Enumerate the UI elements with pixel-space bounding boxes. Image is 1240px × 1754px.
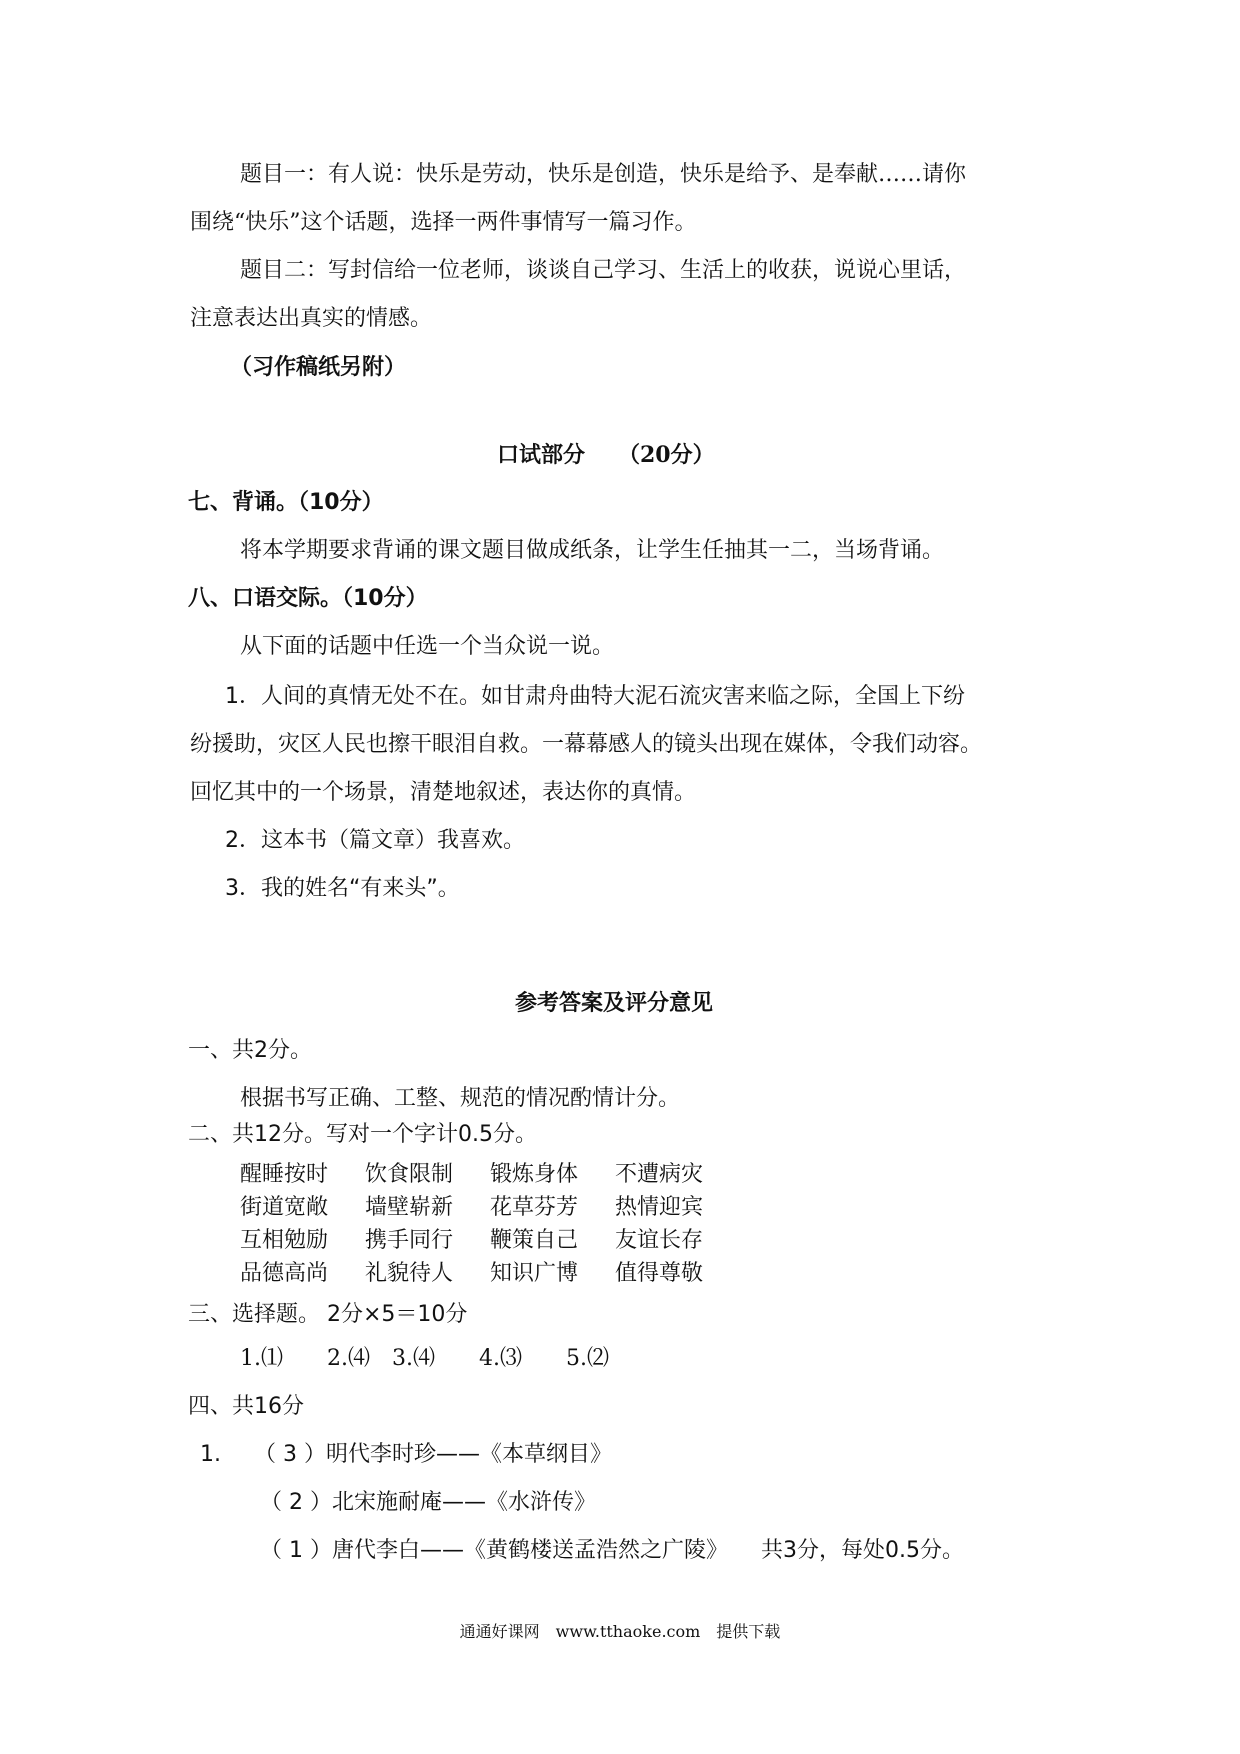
word-cell: 值得尊敬 (615, 1261, 704, 1286)
answer-4-title: 四、共16分 (188, 1394, 304, 1419)
word-row (240, 1191, 740, 1224)
word-cell: 友谊长存 (615, 1228, 704, 1253)
section-8-intro: 从下面的话题中任选一个当众说一说。 (240, 634, 615, 659)
section-8-item3: 3．我的姓名“有来头”。 (225, 876, 460, 901)
answer-3-title: 三、选择题。 2分×5＝10分 (188, 1302, 468, 1327)
composition-note: （习作稿纸另附） (230, 354, 407, 380)
section-8-item1-line3: 回忆其中的一个场景，清楚地叙述，表达你的真情。 (190, 780, 697, 805)
answer-2-word-grid (240, 1158, 740, 1290)
answer-4-item1: 1. （ 3 ）明代李时珍——《本草纲目》 (200, 1442, 612, 1467)
word-cell: 锻炼身体 (490, 1162, 579, 1187)
word-cell: 携手同行 (365, 1228, 454, 1253)
section-7-text: 将本学期要求背诵的课文题目做成纸条，让学生任抽其一二，当场背诵。 (240, 538, 945, 563)
answer-4-item2: （ 2 ）北宋施耐庵——《水浒传》 (260, 1490, 596, 1515)
word-cell: 互相勉励 (240, 1228, 329, 1253)
topic2-line2: 注意表达出真实的情感。 (190, 306, 433, 331)
section-7-title: 七、背诵。（10分） (188, 490, 384, 515)
word-cell: 墙壁崭新 (365, 1195, 454, 1220)
word-cell: 饮食限制 (365, 1162, 454, 1187)
word-cell: 礼貌待人 (365, 1261, 454, 1286)
word-cell: 醒睡按时 (240, 1162, 329, 1187)
section-8-item1-line2: 纷援助，灾区人民也擦干眼泪自救。一幕幕感人的镜头出现在媒体，令我们动容。 (190, 732, 983, 757)
word-row (240, 1158, 740, 1191)
answer-3-text: 1.⑴ 2.⑷ 3.⑷ 4.⑶ 5.⑵ (240, 1346, 609, 1371)
word-row (240, 1257, 740, 1290)
word-cell: 品德高尚 (240, 1261, 329, 1286)
answer-4-item3: （ 1 ）唐代李白——《黄鹤楼送孟浩然之广陵》 共3分，每处0.5分。 (260, 1538, 964, 1563)
word-cell: 不遭病灾 (615, 1162, 704, 1187)
oral-heading: 口试部分 （20分） (497, 442, 715, 468)
answer-2-title: 二、共12分。写对一个字计0.5分。 (188, 1122, 537, 1147)
section-8-title: 八、口语交际。（10分） (188, 586, 428, 611)
topic2-line1: 题目二：写封信给一位老师，谈谈自己学习、生活上的收获，说说心里话， (240, 258, 967, 283)
word-cell: 花草芬芳 (490, 1195, 579, 1220)
word-cell: 知识广博 (490, 1261, 579, 1286)
answer-1-title: 一、共2分。 (188, 1038, 312, 1063)
topic1-line1: 题目一：有人说：快乐是劳动，快乐是创造，快乐是给予、是奉献……请你 (240, 162, 967, 187)
word-cell: 街道宽敞 (240, 1195, 329, 1220)
page-footer: 通通好课网 www.tthaoke.com 提供下载 (459, 1622, 781, 1641)
word-cell: 热情迎宾 (615, 1195, 704, 1220)
section-8-item2: 2．这本书（篇文章）我喜欢。 (225, 828, 525, 853)
word-cell: 鞭策自己 (490, 1228, 579, 1253)
answers-heading: 参考答案及评分意见 (515, 990, 714, 1016)
answer-1-text: 根据书写正确、工整、规范的情况酌情计分。 (240, 1086, 681, 1111)
word-row (240, 1224, 740, 1257)
section-8-item1-line1: 1．人间的真情无处不在。如甘肃舟曲特大泥石流灾害来临之际，全国上下纷 (225, 684, 965, 709)
topic1-line2: 围绕“快乐”这个话题，选择一两件事情写一篇习作。 (190, 210, 697, 235)
